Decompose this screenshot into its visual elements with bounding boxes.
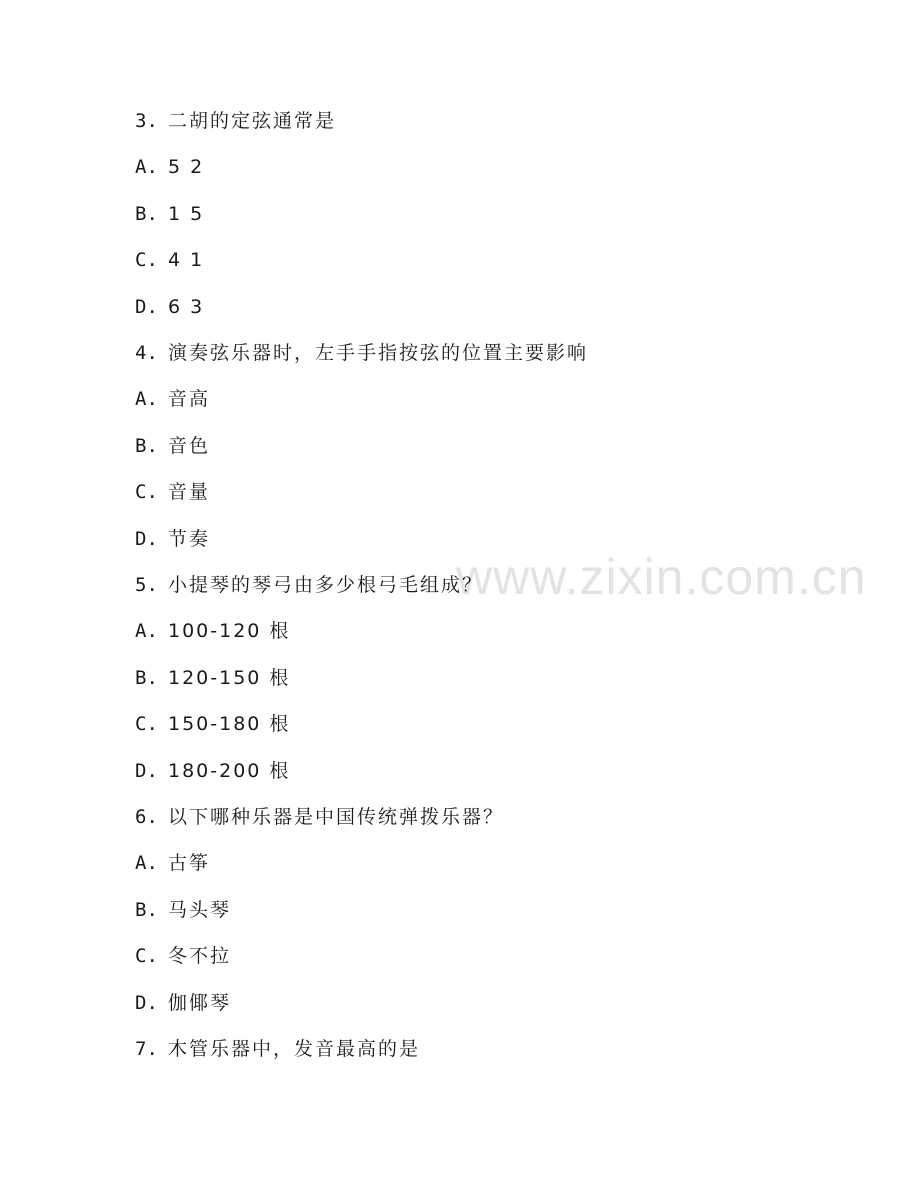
option-letter: D. — [135, 296, 158, 318]
option-a — [135, 384, 210, 414]
option-letter: B. — [135, 203, 158, 225]
option-text: 100-120 根 — [168, 620, 291, 642]
option-letter: A. — [135, 388, 158, 410]
option-text: 音高 — [168, 388, 211, 410]
option-letter: D. — [135, 528, 158, 550]
question-6 — [135, 802, 504, 832]
option-letter: A. — [135, 620, 158, 642]
question-number: 3. — [135, 110, 158, 132]
option-text: 6 3 — [168, 296, 205, 318]
option-c — [135, 477, 210, 507]
watermark: www.zixin.com.cn — [456, 549, 867, 605]
option-b — [135, 199, 204, 229]
question-text: 木管乐器中，发音最高的是 — [168, 1038, 421, 1060]
option-text: 4 1 — [168, 249, 205, 271]
option-letter: D. — [135, 760, 158, 782]
option-text: 古筝 — [168, 852, 211, 874]
option-letter: B. — [135, 435, 158, 457]
question-text: 演奏弦乐器时，左手手指按弦的位置主要影响 — [168, 342, 589, 364]
option-c — [135, 941, 231, 971]
option-text: 音量 — [168, 481, 211, 503]
option-letter: C. — [135, 713, 158, 735]
option-text: 180-200 根 — [168, 760, 291, 782]
option-letter: D. — [135, 992, 158, 1014]
option-text: 伽倻琴 — [168, 992, 232, 1014]
question-number: 6. — [135, 806, 158, 828]
option-d — [135, 756, 290, 786]
option-letter: C. — [135, 249, 158, 271]
option-letter: B. — [135, 899, 158, 921]
question-5 — [135, 570, 483, 600]
option-b — [135, 663, 290, 693]
option-b — [135, 431, 210, 461]
question-7 — [135, 1034, 420, 1064]
option-text: 音色 — [168, 435, 211, 457]
option-text: 1 5 — [168, 203, 205, 225]
option-a — [135, 616, 290, 646]
option-text: 冬不拉 — [168, 945, 232, 967]
option-d — [135, 524, 210, 554]
option-c — [135, 245, 204, 275]
option-letter: C. — [135, 481, 158, 503]
question-text: 以下哪种乐器是中国传统弹拨乐器？ — [168, 806, 505, 828]
question-text: 二胡的定弦通常是 — [168, 110, 337, 132]
option-d — [135, 988, 231, 1018]
option-text: 节奏 — [168, 528, 211, 550]
option-letter: C. — [135, 945, 158, 967]
question-3 — [135, 106, 336, 136]
option-text: 150-180 根 — [168, 713, 291, 735]
question-number: 5. — [135, 574, 158, 596]
question-4 — [135, 338, 588, 368]
option-a — [135, 848, 210, 878]
question-text: 小提琴的琴弓由多少根弓毛组成？ — [168, 574, 484, 596]
option-text: 5 2 — [168, 156, 205, 178]
option-letter: A. — [135, 852, 158, 874]
option-letter: B. — [135, 667, 158, 689]
option-text: 120-150 根 — [168, 667, 291, 689]
option-letter: A. — [135, 156, 158, 178]
option-a — [135, 152, 204, 182]
option-d — [135, 292, 204, 322]
option-b — [135, 895, 231, 925]
question-number: 7. — [135, 1038, 158, 1060]
option-text: 马头琴 — [168, 899, 232, 921]
question-number: 4. — [135, 342, 158, 364]
option-c — [135, 709, 290, 739]
